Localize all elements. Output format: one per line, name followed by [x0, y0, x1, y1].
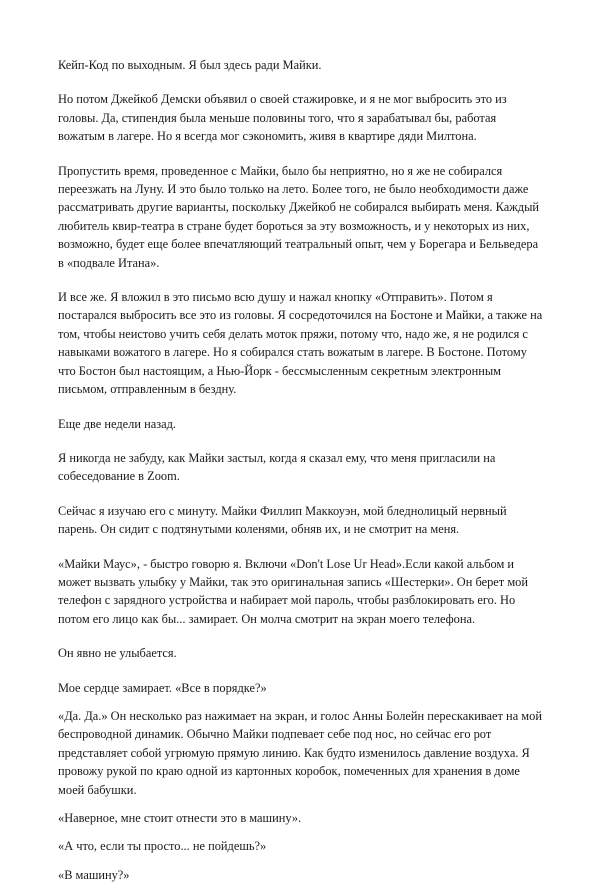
paragraph-2: Но потом Джейкоб Демски объявил о своей стажировке, и я не мог выбросить это из головы. Да, стипендия была меньше половины того, что я зарабатывал бы, работая вожатым в лагере. Но я всегда мог сэкономить, живя в квартире дяди Милтона. [58, 92, 507, 144]
paragraph-8: «Майки Маус», - быстро говорю я. Включи «Don't Lose Ur Head».Если какой альбом и может вызвать улыбку у Майки, так это оригинальная запись «Шестерки». Он берет мой телефон с зарядного устройства и набирает мой пароль, чтобы разблокировать его. Но потом его лицо как бы... замирает. Он молча смотрит на экран моего телефона. [58, 556, 528, 626]
paragraph-12: «Наверное, мне стоит отнести это в машину». [58, 811, 302, 825]
paragraph-4: И все же. Я вложил в это письмо всю душу и нажал кнопку «Отправить». Потом я постарался выбросить все это из головы. Я сосредоточился на Бостоне и Майки, а также на том, чтобы неистово учить себя делать моток пряжи, потому что, надо же, я не родился с навыками вожатого в лагере. Но я собирался стать вожатым в лагере. В Бостоне. Потому что Бостон был настоящим, а Нью-Йорк - бессмысленным секретным электронным письмом, отправленным в бездну. [58, 290, 543, 397]
document-page [58, 56, 546, 894]
paragraph-14: «В машину?» [58, 867, 130, 882]
paragraph-10: Мое сердце замирает. «Все в порядке?» [58, 680, 267, 695]
paragraph-5: Еще две недели назад. [58, 416, 176, 431]
paragraph-7: Сейчас я изучаю его с минуту. Майки Филлип Маккоуэн, мой бледнолицый нервный парень. Он сидит с подтянутыми коленями, обняв их, и не смотрит на меня. [58, 503, 507, 537]
paragraph-1: Кейп-Код по выходным. Я был здесь ради Майки. [58, 58, 322, 72]
paragraph-11: «Да. Да.» Он несколько раз нажимает на экран, и голос Анны Болейн перескакивает на мой беспроводной динамик. Обычно Майки подпевает себе под нос, но сейчас его рот представляет собой угрюмую прямую линию. Как будто изменилось давление воздуха. Я провожу рукой по краю одной из картонных коробок, помеченных для хранения в доме моей бабушки. [58, 708, 542, 797]
paragraph-9: Он явно не улыбается. [58, 646, 177, 661]
paragraph-13: «А что, если ты просто... не пойдешь?» [58, 839, 267, 854]
paragraph-3: Пропустить время, проведенное с Майки, было бы неприятно, но я же не собирался переезжать на Луну. И это было только на лето. Более того, не было необходимости даже рассматривать другие варианты, поскольку Джейкоб не собирался выбирать меня. Каждый любитель квир-театра в стране будет бороться за эту возможность, и у некоторых из них, возможно, будет еще более впечатляющий театральный опыт, чем у Борегара и Бельведера в «подвале Итана». [58, 163, 540, 270]
paragraph-6: Я никогда не забуду, как Майки застыл, когда я сказал ему, что меня пригласили на собеседование в Zoom. [58, 450, 496, 484]
